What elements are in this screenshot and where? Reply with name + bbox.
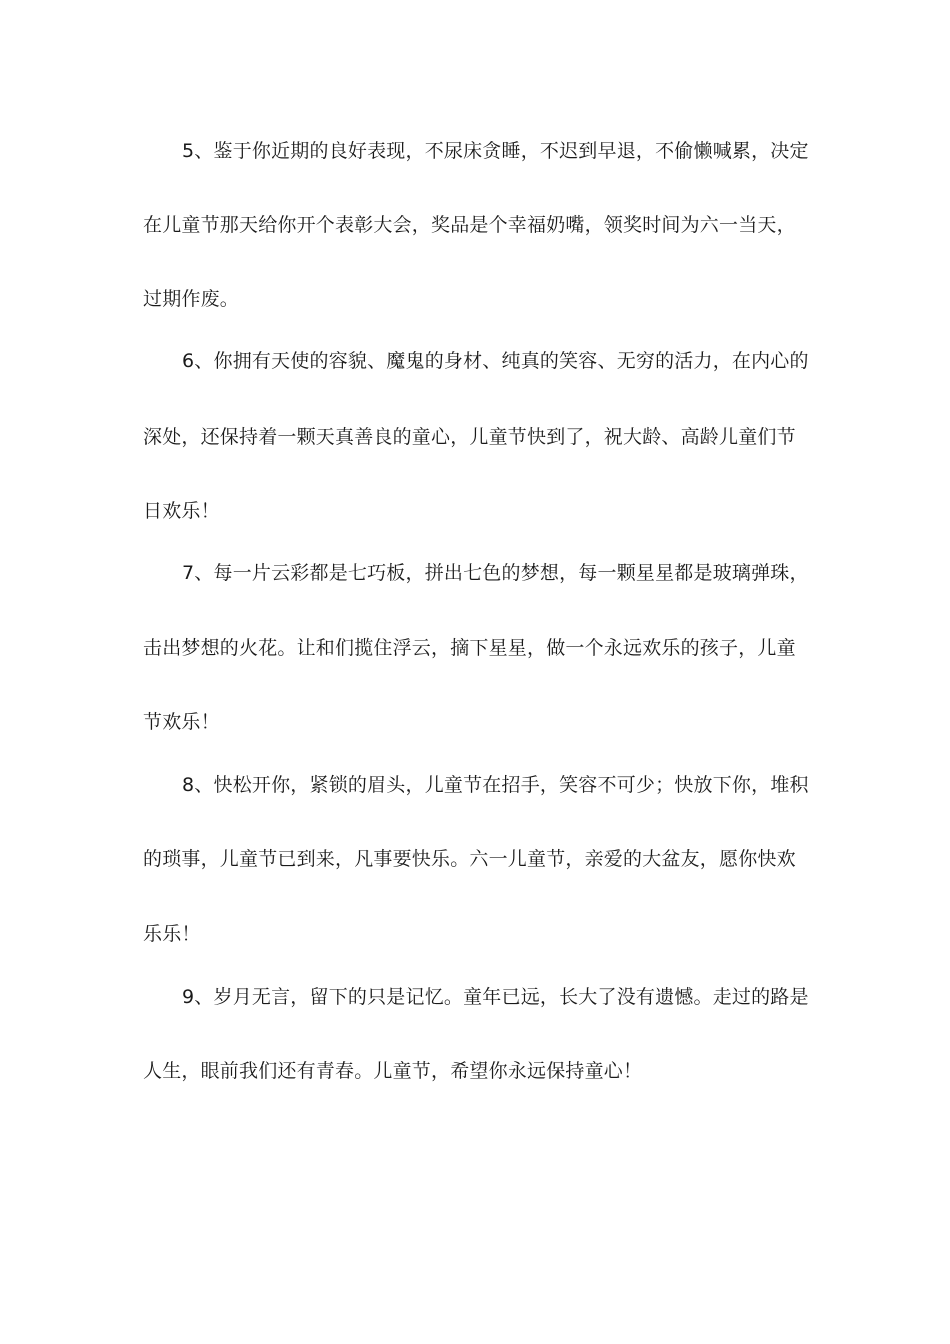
paragraph-line: 9、岁月无言，留下的只是记忆。童年已远，长大了没有遗憾。走过的路是 <box>182 986 809 1008</box>
paragraph-line: 7、每一片云彩都是七巧板，拼出七色的梦想，每一颗星星都是玻璃弹珠， <box>182 562 809 584</box>
paragraph-line: 过期作废。 <box>143 288 240 310</box>
paragraph-line: 在儿童节那天给你开个表彰大会，奖品是个幸福奶嘴，领奖时间为六一当天， <box>143 214 796 236</box>
paragraph-line: 人生，眼前我们还有青春。儿童节，希望你永远保持童心！ <box>143 1060 643 1082</box>
paragraph-line: 6、你拥有天使的容貌、魔鬼的身材、纯真的笑容、无穷的活力，在内心的 <box>182 350 809 372</box>
paragraph-line: 8、快松开你，紧锁的眉头，儿童节在招手，笑容不可少；快放下你，堆积 <box>182 774 809 796</box>
paragraph-line: 日欢乐！ <box>143 500 220 522</box>
paragraph-line: 的琐事，儿童节已到来，凡事要快乐。六一儿童节，亲爱的大盆友，愿你快欢 <box>143 848 796 870</box>
paragraph-line: 5、鉴于你近期的良好表现，不尿床贪睡，不迟到早退，不偷懒喊累，决定 <box>182 140 809 162</box>
paragraph-line: 节欢乐！ <box>143 711 220 733</box>
paragraph-line: 深处，还保持着一颗天真善良的童心，儿童节快到了，祝大龄、高龄儿童们节 <box>143 426 796 448</box>
paragraph-line: 击出梦想的火花。让和们揽住浮云，摘下星星，做一个永远欢乐的孩子，儿童 <box>143 637 796 659</box>
paragraph-line: 乐乐！ <box>143 923 201 945</box>
